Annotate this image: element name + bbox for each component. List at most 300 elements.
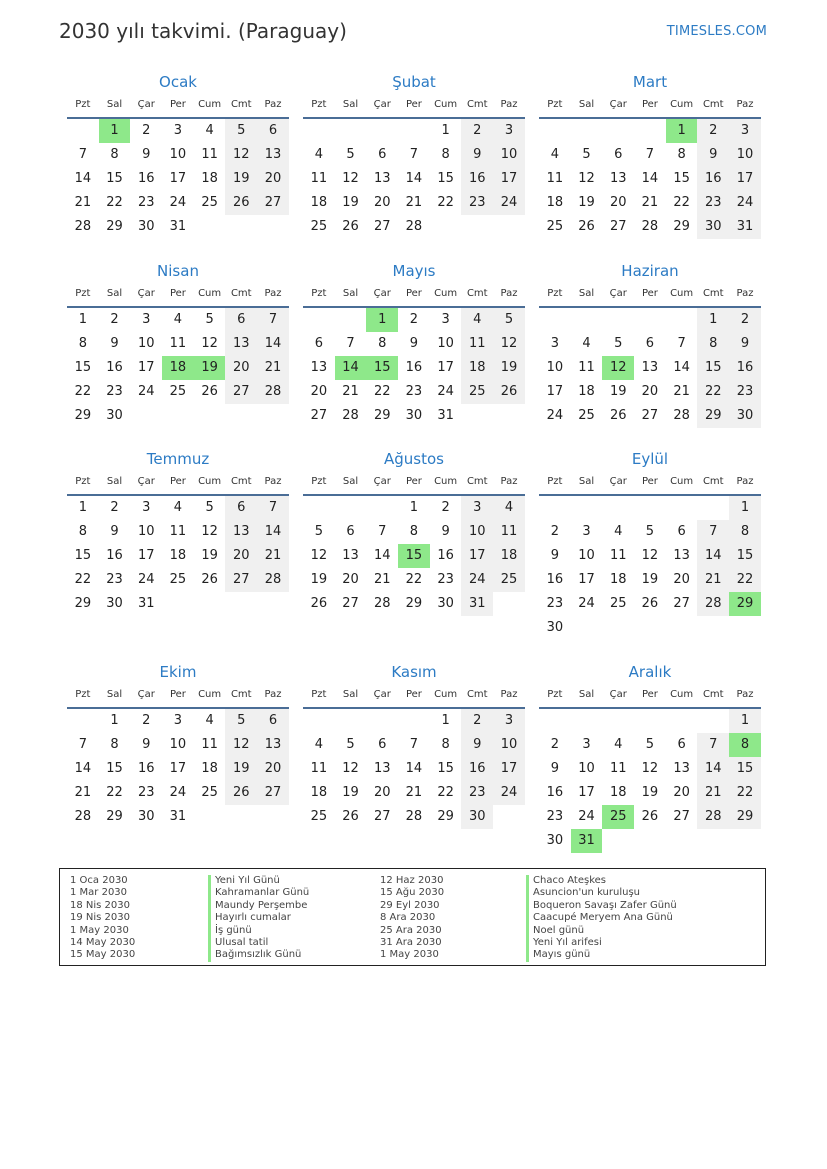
weekday-label: Per <box>405 99 422 110</box>
weekday-label: Çar <box>609 476 627 487</box>
weekday-header <box>303 286 525 302</box>
weekday-label: Paz <box>736 476 754 487</box>
day-cell: 9 <box>142 737 151 752</box>
day-cell: 9 <box>441 524 450 539</box>
weekday-label: Pzt <box>547 476 563 487</box>
day-cell: 10 <box>729 143 761 167</box>
day-cell: 25 <box>461 380 493 404</box>
weekday-label: Cum <box>670 288 694 299</box>
weekday-label: Paz <box>500 288 518 299</box>
day-cell: 1 <box>110 713 119 728</box>
day-cell: 22 <box>673 195 690 210</box>
day-cell: 11 <box>578 360 595 375</box>
legend-holiday-name: Bağımsızlık Günü <box>208 949 309 961</box>
empty-cell <box>194 215 226 239</box>
empty-cell <box>666 496 698 520</box>
day-cell: 18 <box>461 356 493 380</box>
weekday-label: Sal <box>342 476 359 487</box>
weekday-label: Paz <box>264 689 282 700</box>
weekday-label: Pzt <box>547 288 563 299</box>
day-cell: 6 <box>614 147 623 162</box>
weekday-label: Per <box>169 476 186 487</box>
empty-cell <box>335 308 367 332</box>
week-row <box>539 520 761 544</box>
weekday-label: Per <box>641 288 658 299</box>
day-cell: 13 <box>310 360 328 375</box>
day-cell: 12 <box>641 548 659 563</box>
day-cell: 24 <box>169 785 187 800</box>
weekday-label: Cmt <box>230 288 252 299</box>
empty-cell <box>194 805 226 829</box>
day-cell: 27 <box>310 408 328 423</box>
weekday-label: Pzt <box>311 689 327 700</box>
day-cell: 14 <box>697 544 729 568</box>
day-cell: 30 <box>437 596 454 611</box>
day-cell: 24 <box>169 195 187 210</box>
day-cell: 16 <box>106 548 123 563</box>
day-cell: 21 <box>257 544 289 568</box>
week-row <box>303 709 525 733</box>
day-cell: 17 <box>169 761 187 776</box>
day-cell: 18 <box>609 572 627 587</box>
day-cell: 25 <box>602 805 634 829</box>
week-row <box>303 356 525 380</box>
day-cell: 9 <box>550 761 559 776</box>
day-cell: 19 <box>342 785 359 800</box>
day-cell: 15 <box>437 761 454 776</box>
weekday-label: Paz <box>500 99 518 110</box>
day-cell: 4 <box>173 312 183 327</box>
day-cell: 16 <box>106 360 123 375</box>
day-cell: 7 <box>78 737 87 752</box>
day-cell: 30 <box>405 408 423 423</box>
day-cell: 28 <box>373 596 391 611</box>
day-grid <box>67 709 289 829</box>
day-cell: 12 <box>225 143 257 167</box>
day-cell: 6 <box>225 308 257 332</box>
legend-holiday-name: Kahramanlar Günü <box>208 887 309 899</box>
day-cell: 17 <box>578 785 595 800</box>
day-cell: 2 <box>697 119 729 143</box>
day-cell: 26 <box>578 219 595 234</box>
month-title: Eylül <box>631 450 669 468</box>
day-cell: 21 <box>257 356 289 380</box>
legend-holiday-name: Chaco Ateşkes <box>526 875 677 887</box>
day-cell: 14 <box>74 171 92 186</box>
day-cell: 29 <box>697 404 729 428</box>
weekday-label: Cmt <box>230 99 252 110</box>
day-cell: 20 <box>641 384 659 399</box>
weekday-header <box>539 474 761 490</box>
weekday-label: Per <box>641 99 658 110</box>
day-cell: 14 <box>641 171 659 186</box>
empty-cell <box>335 119 367 143</box>
day-cell: 31 <box>437 408 454 423</box>
day-cell: 11 <box>310 171 328 186</box>
day-cell: 27 <box>609 219 627 234</box>
day-cell: 15 <box>106 171 123 186</box>
day-cell: 23 <box>137 195 155 210</box>
day-cell: 20 <box>225 544 257 568</box>
day-cell: 15 <box>74 360 92 375</box>
day-cell: 15 <box>74 548 92 563</box>
week-row <box>539 829 761 853</box>
week-row <box>67 356 289 380</box>
weekday-header <box>67 474 289 490</box>
day-cell: 16 <box>546 785 564 800</box>
day-cell: 3 <box>582 524 591 539</box>
day-cell: 23 <box>546 809 564 824</box>
week-row <box>303 757 525 781</box>
day-cell: 6 <box>225 496 257 520</box>
day-cell: 6 <box>378 147 387 162</box>
day-cell: 21 <box>673 384 690 399</box>
day-cell: 19 <box>201 548 218 563</box>
day-cell: 4 <box>205 123 214 138</box>
weekday-header <box>539 286 761 302</box>
day-cell: 15 <box>697 356 729 380</box>
weekday-label: Sal <box>106 476 123 487</box>
day-grid <box>303 496 525 616</box>
day-cell: 10 <box>169 737 187 752</box>
day-cell: 13 <box>257 733 289 757</box>
day-cell: 22 <box>106 195 123 210</box>
day-cell: 30 <box>106 408 123 423</box>
day-cell: 6 <box>257 119 289 143</box>
day-cell: 29 <box>437 809 454 824</box>
day-cell: 10 <box>578 548 595 563</box>
day-cell: 3 <box>441 312 450 327</box>
day-cell: 6 <box>378 737 387 752</box>
day-cell: 3 <box>729 119 761 143</box>
day-cell: 16 <box>697 167 729 191</box>
day-cell: 11 <box>461 332 493 356</box>
day-cell: 13 <box>673 548 690 563</box>
day-cell: 18 <box>162 356 194 380</box>
day-cell: 8 <box>729 733 761 757</box>
weekday-label: Per <box>169 99 186 110</box>
empty-cell <box>461 215 493 239</box>
day-cell: 24 <box>461 568 493 592</box>
weekday-label: Cmt <box>466 99 488 110</box>
day-cell: 8 <box>729 520 761 544</box>
empty-cell <box>257 592 289 616</box>
day-cell: 2 <box>110 500 119 515</box>
day-cell: 6 <box>677 524 686 539</box>
day-cell: 12 <box>201 336 218 351</box>
empty-cell <box>162 404 194 428</box>
week-row <box>539 191 761 215</box>
empty-cell <box>366 119 398 143</box>
day-cell: 22 <box>729 781 761 805</box>
day-cell: 26 <box>342 809 359 824</box>
month-title: Nisan <box>157 262 199 280</box>
week-row <box>539 616 761 640</box>
weekday-label: Pzt <box>547 689 563 700</box>
weekday-label: Çar <box>609 288 627 299</box>
empty-cell <box>666 616 698 640</box>
day-cell: 18 <box>201 761 218 776</box>
weekday-label: Per <box>641 689 658 700</box>
day-cell: 14 <box>257 520 289 544</box>
legend-names-right <box>526 875 677 962</box>
day-cell: 13 <box>673 761 690 776</box>
legend-holiday-name: Caacupé Meryem Ana Günü <box>526 912 677 924</box>
day-cell: 30 <box>546 620 564 635</box>
weekday-label: Cum <box>670 689 694 700</box>
day-cell: 8 <box>441 737 450 752</box>
day-cell: 8 <box>78 524 87 539</box>
day-cell: 11 <box>310 761 328 776</box>
day-cell: 27 <box>225 568 257 592</box>
weekday-label: Cum <box>198 476 222 487</box>
legend-holiday-name: Boqueron Savaşı Zafer Günü <box>526 900 677 912</box>
day-cell: 28 <box>257 380 289 404</box>
empty-cell <box>225 215 257 239</box>
week-row <box>303 805 525 829</box>
day-cell: 14 <box>697 757 729 781</box>
day-cell: 24 <box>437 384 454 399</box>
day-cell: 26 <box>609 408 627 423</box>
week-row <box>539 544 761 568</box>
day-cell: 25 <box>201 195 218 210</box>
legend-date: 1 Mar 2030 <box>70 887 128 899</box>
day-cell: 9 <box>142 147 151 162</box>
day-grid <box>67 308 289 428</box>
day-cell: 5 <box>205 312 214 327</box>
day-cell: 21 <box>342 384 359 399</box>
week-row <box>539 592 761 616</box>
day-cell: 2 <box>142 123 151 138</box>
day-cell: 7 <box>409 737 419 752</box>
day-cell: 1 <box>729 709 761 733</box>
day-cell: 14 <box>335 356 367 380</box>
week-row <box>303 332 525 356</box>
day-cell: 6 <box>677 737 686 752</box>
day-cell: 4 <box>614 524 623 539</box>
day-cell: 2 <box>550 737 559 752</box>
day-cell: 3 <box>582 737 591 752</box>
weekday-header <box>67 286 289 302</box>
site-link[interactable]: TIMESLES.COM <box>666 24 767 39</box>
weekday-label: Cmt <box>230 689 252 700</box>
month-title: Ocak <box>159 73 197 91</box>
day-cell: 8 <box>110 147 119 162</box>
legend-dates-right <box>380 875 444 962</box>
day-cell: 27 <box>373 809 391 824</box>
weekday-label: Çar <box>137 689 155 700</box>
day-cell: 27 <box>257 781 289 805</box>
week-row <box>303 496 525 520</box>
day-cell: 22 <box>74 572 92 587</box>
day-cell: 16 <box>137 171 155 186</box>
day-cell: 16 <box>546 572 564 587</box>
weekday-label: Çar <box>609 99 627 110</box>
week-row <box>303 568 525 592</box>
weekday-label: Cum <box>434 476 458 487</box>
week-row <box>67 781 289 805</box>
day-cell: 29 <box>673 219 690 234</box>
day-cell: 23 <box>137 785 155 800</box>
week-row <box>67 496 289 520</box>
week-row <box>303 733 525 757</box>
weekday-label: Çar <box>373 689 391 700</box>
day-cell: 19 <box>194 356 226 380</box>
day-cell: 24 <box>493 191 525 215</box>
day-cell: 29 <box>74 408 92 423</box>
day-cell: 17 <box>461 544 493 568</box>
day-grid <box>303 308 525 428</box>
day-cell: 25 <box>578 408 595 423</box>
empty-cell <box>257 805 289 829</box>
day-cell: 5 <box>225 119 257 143</box>
day-cell: 17 <box>578 572 595 587</box>
empty-cell <box>729 829 761 853</box>
day-cell: 28 <box>673 408 690 423</box>
day-cell: 17 <box>169 171 187 186</box>
day-cell: 31 <box>169 219 187 234</box>
day-cell: 29 <box>729 805 761 829</box>
day-cell: 1 <box>78 500 87 515</box>
day-cell: 3 <box>142 500 151 515</box>
week-row <box>539 356 761 380</box>
day-cell: 31 <box>137 596 155 611</box>
day-cell: 22 <box>437 195 454 210</box>
weekday-header <box>67 97 289 113</box>
day-cell: 30 <box>137 219 155 234</box>
day-cell: 7 <box>78 147 87 162</box>
day-cell: 28 <box>641 219 659 234</box>
day-cell: 15 <box>366 356 398 380</box>
day-cell: 19 <box>493 356 525 380</box>
empty-cell <box>335 496 367 520</box>
empty-cell <box>571 616 603 640</box>
day-cell: 12 <box>602 356 634 380</box>
week-row <box>539 404 761 428</box>
day-cell: 25 <box>169 572 187 587</box>
empty-cell <box>398 119 430 143</box>
day-cell: 15 <box>106 761 123 776</box>
day-cell: 7 <box>409 147 419 162</box>
day-cell: 19 <box>578 195 595 210</box>
day-cell: 6 <box>346 524 355 539</box>
weekday-label: Sal <box>342 689 359 700</box>
day-cell: 4 <box>173 500 183 515</box>
week-row <box>67 757 289 781</box>
week-row <box>67 805 289 829</box>
day-cell: 8 <box>441 147 450 162</box>
day-cell: 4 <box>461 308 493 332</box>
empty-cell <box>303 496 335 520</box>
day-cell: 8 <box>409 524 419 539</box>
day-cell: 2 <box>729 308 761 332</box>
day-cell: 29 <box>106 809 123 824</box>
day-cell: 18 <box>493 544 525 568</box>
weekday-label: Pzt <box>75 99 91 110</box>
legend-holiday-name: Yeni Yıl arifesi <box>526 937 677 949</box>
week-row <box>303 167 525 191</box>
week-row <box>303 404 525 428</box>
empty-cell <box>303 709 335 733</box>
legend-date: 14 May 2030 <box>70 936 136 948</box>
week-row <box>303 380 525 404</box>
day-cell: 30 <box>729 404 761 428</box>
day-cell: 28 <box>342 408 359 423</box>
day-cell: 24 <box>578 596 595 611</box>
day-cell: 15 <box>673 171 690 186</box>
day-cell: 1 <box>697 308 729 332</box>
weekday-label: Sal <box>578 288 595 299</box>
day-cell: 26 <box>225 781 257 805</box>
empty-cell <box>493 805 525 829</box>
week-row <box>303 781 525 805</box>
day-cell: 12 <box>641 761 659 776</box>
week-row <box>67 544 289 568</box>
legend-holiday-name: Noel günü <box>526 925 677 937</box>
day-cell: 5 <box>582 147 591 162</box>
week-row <box>67 380 289 404</box>
day-cell: 3 <box>550 336 559 351</box>
day-grid <box>539 119 761 239</box>
day-cell: 22 <box>373 384 391 399</box>
legend-holiday-name: Maundy Perşembe <box>208 900 309 912</box>
weekday-label: Çar <box>373 288 391 299</box>
weekday-label: Cum <box>198 689 222 700</box>
weekday-label: Cmt <box>702 476 724 487</box>
day-cell: 13 <box>609 171 627 186</box>
empty-cell <box>666 709 698 733</box>
weekday-header <box>303 97 525 113</box>
legend-date: 12 Haz 2030 <box>380 875 444 886</box>
empty-cell <box>634 709 666 733</box>
day-cell: 1 <box>99 119 131 143</box>
weekday-label: Paz <box>264 476 282 487</box>
empty-cell <box>602 709 634 733</box>
day-cell: 23 <box>729 380 761 404</box>
day-cell: 30 <box>106 596 123 611</box>
legend-date: 29 Eyl 2030 <box>380 899 440 911</box>
weekday-label: Cum <box>670 476 694 487</box>
day-cell: 5 <box>346 147 355 162</box>
day-cell: 29 <box>373 408 391 423</box>
empty-cell <box>366 709 398 733</box>
day-cell: 10 <box>578 761 595 776</box>
day-grid <box>539 709 761 853</box>
legend-date: 31 Ara 2030 <box>380 936 442 948</box>
day-cell: 9 <box>461 733 493 757</box>
empty-cell <box>666 829 698 853</box>
day-cell: 20 <box>373 785 391 800</box>
day-cell: 24 <box>137 572 155 587</box>
day-cell: 24 <box>729 191 761 215</box>
week-row <box>67 568 289 592</box>
weekday-label: Paz <box>736 99 754 110</box>
weekday-label: Cum <box>434 99 458 110</box>
day-cell: 11 <box>201 737 218 752</box>
empty-cell <box>225 404 257 428</box>
week-row <box>303 143 525 167</box>
day-cell: 6 <box>645 336 655 351</box>
week-row <box>303 520 525 544</box>
week-row <box>303 119 525 143</box>
day-cell: 28 <box>257 568 289 592</box>
weekday-label: Cum <box>198 99 222 110</box>
day-cell: 24 <box>578 809 595 824</box>
day-cell: 6 <box>257 709 289 733</box>
day-cell: 13 <box>342 548 359 563</box>
empty-cell <box>493 404 525 428</box>
day-cell: 9 <box>550 548 559 563</box>
